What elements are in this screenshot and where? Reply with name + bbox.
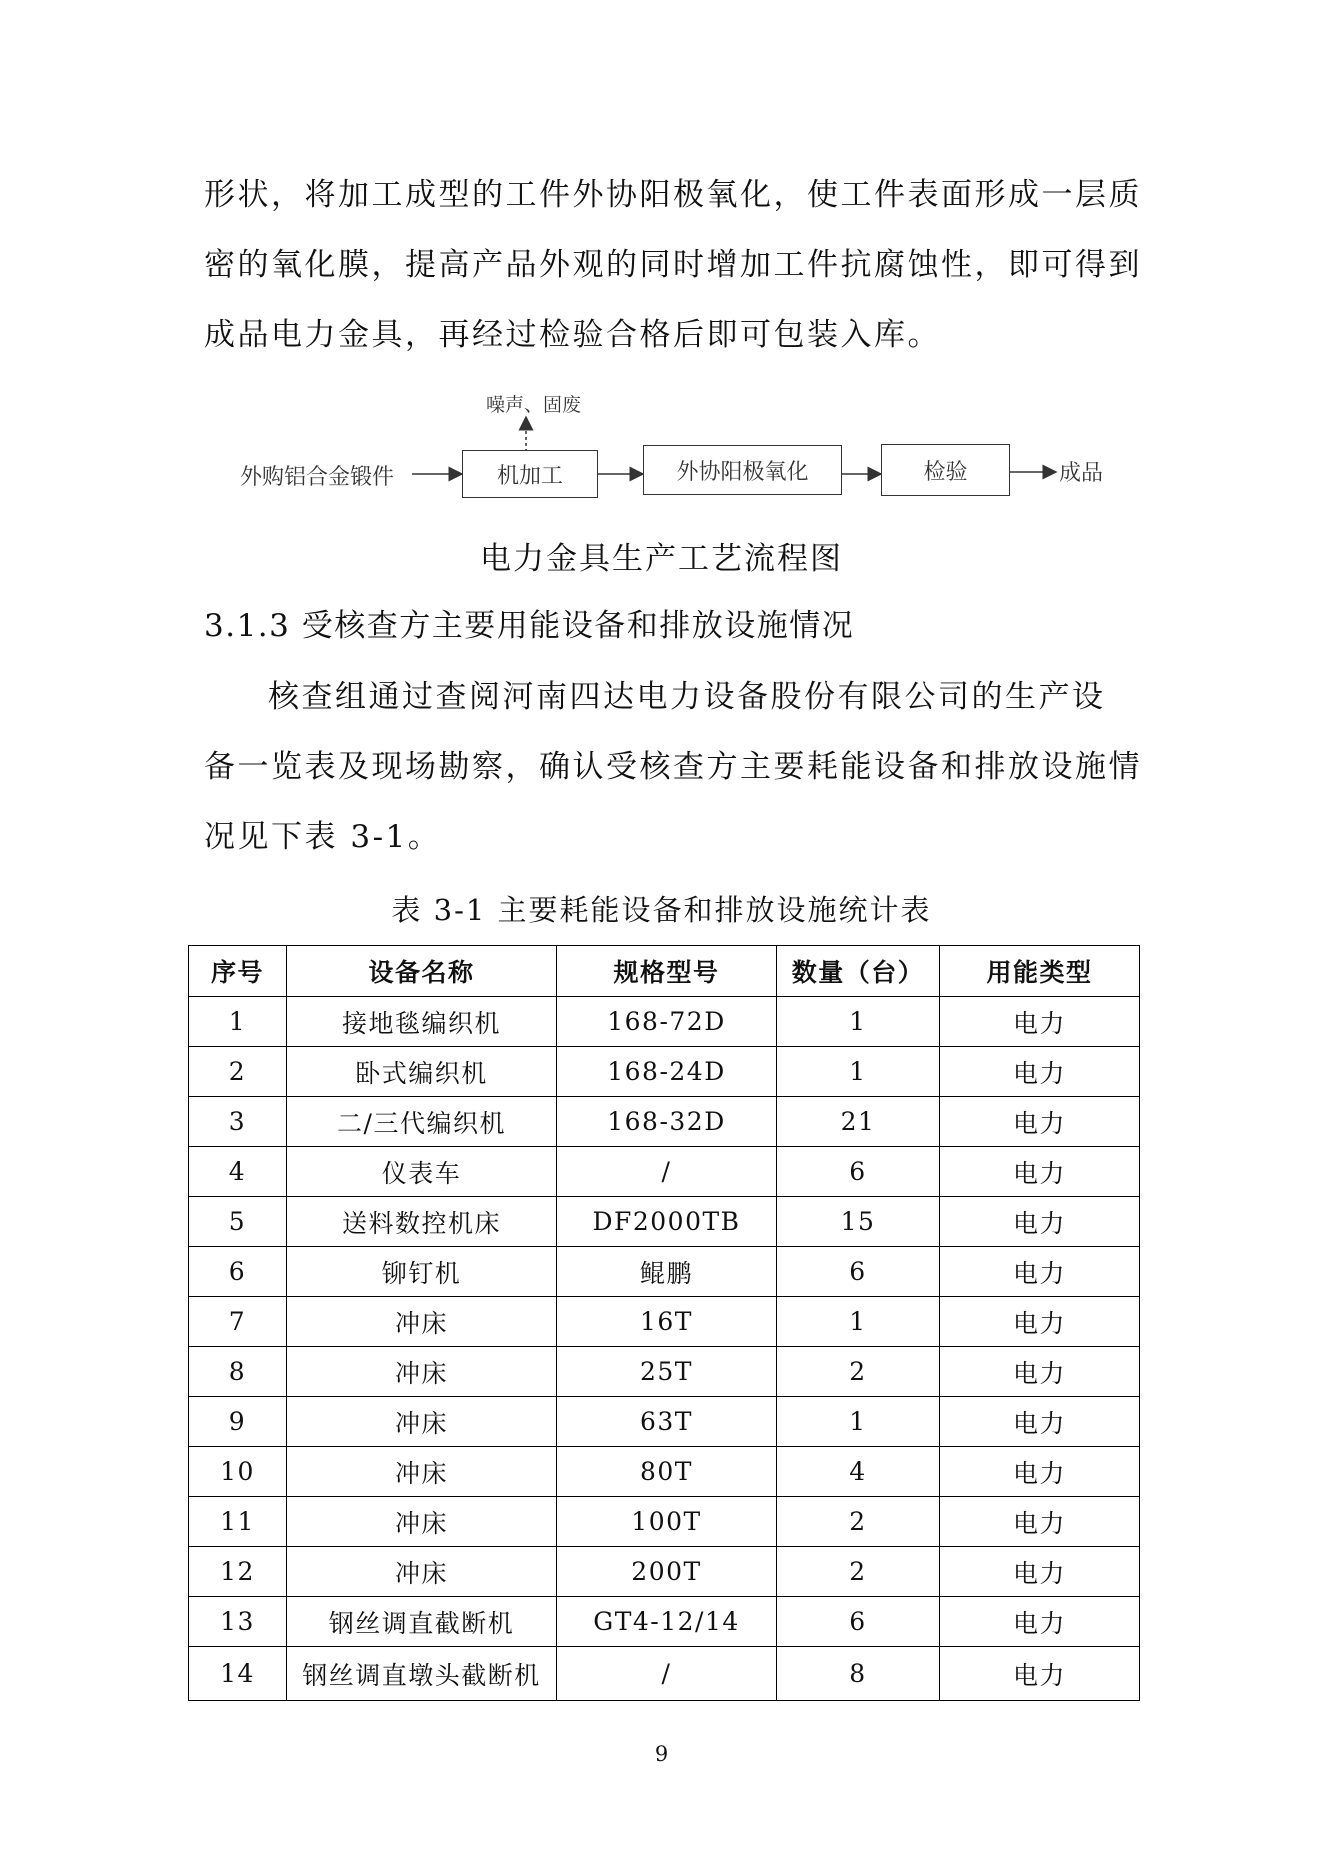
intro-line: 密的氧化膜，提高产品外观的同时增加工件抗腐蚀性，即可得到 xyxy=(204,247,1142,283)
flow-step-label: 检验 xyxy=(923,459,968,485)
cell-model: DF2000TB xyxy=(557,1197,777,1247)
cell-equipment-name: 接地毯编织机 xyxy=(287,997,557,1047)
cell-model: 200T xyxy=(557,1547,777,1597)
cell-model: 168-32D xyxy=(557,1097,777,1147)
table-row xyxy=(189,1647,1140,1701)
cell-equipment-name: 送料数控机床 xyxy=(287,1197,557,1247)
table-body xyxy=(189,997,1140,1701)
cell-model: 鲲鹏 xyxy=(557,1247,777,1297)
cell-quantity: 6 xyxy=(777,1597,940,1647)
cell-model: 168-24D xyxy=(557,1047,777,1097)
cell-energy-type: 电力 xyxy=(940,1497,1140,1547)
cell-quantity: 6 xyxy=(777,1147,940,1197)
flow-step-label: 机加工 xyxy=(496,463,563,489)
figure-caption: 电力金具生产工艺流程图 xyxy=(480,541,843,577)
cell-energy-type: 电力 xyxy=(940,1097,1140,1147)
cell-equipment-name: 冲床 xyxy=(287,1397,557,1447)
cell-equipment-name: 钢丝调直截断机 xyxy=(287,1597,557,1647)
table-row xyxy=(189,1147,1140,1197)
flow-input-label: 外购铝合金锻件 xyxy=(240,465,395,490)
cell-quantity: 2 xyxy=(777,1547,940,1597)
table-row xyxy=(189,997,1140,1047)
cell-index: 3 xyxy=(189,1097,287,1147)
body-paragraph xyxy=(204,662,1142,872)
cell-model: 63T xyxy=(557,1397,777,1447)
page-number: 9 xyxy=(654,1742,669,1766)
cell-quantity: 8 xyxy=(777,1647,940,1701)
cell-energy-type: 电力 xyxy=(940,1047,1140,1097)
intro-line: 成品电力金具，再经过检验合格后即可包装入库。 xyxy=(204,317,941,353)
cell-quantity: 1 xyxy=(777,997,940,1047)
cell-index: 5 xyxy=(189,1197,287,1247)
cell-equipment-name: 冲床 xyxy=(287,1297,557,1347)
cell-energy-type: 电力 xyxy=(940,1597,1140,1647)
cell-index: 13 xyxy=(189,1597,287,1647)
cell-model: 25T xyxy=(557,1347,777,1397)
header-energy-type: 用能类型 xyxy=(940,946,1140,997)
table-header-row xyxy=(189,946,1140,997)
flow-emission-label: 噪声、固废 xyxy=(486,394,582,416)
cell-equipment-name: 仪表车 xyxy=(287,1147,557,1197)
body-line: 核查组通过查阅河南四达电力设备股份有限公司的生产设 xyxy=(268,679,1106,715)
cell-energy-type: 电力 xyxy=(940,1297,1140,1347)
body-line: 备一览表及现场勘察，确认受核查方主要耗能设备和排放设施情 xyxy=(204,749,1142,785)
body-line: 况见下表 3-1。 xyxy=(204,819,442,855)
cell-energy-type: 电力 xyxy=(940,1247,1140,1297)
cell-equipment-name: 冲床 xyxy=(287,1347,557,1397)
cell-index: 1 xyxy=(189,997,287,1047)
cell-index: 8 xyxy=(189,1347,287,1397)
cell-equipment-name: 冲床 xyxy=(287,1447,557,1497)
cell-quantity: 2 xyxy=(777,1497,940,1547)
cell-index: 10 xyxy=(189,1447,287,1497)
cell-index: 11 xyxy=(189,1497,287,1547)
table-row xyxy=(189,1047,1140,1097)
table-row xyxy=(189,1197,1140,1247)
process-flow-diagram xyxy=(210,384,1130,500)
cell-model: / xyxy=(557,1647,777,1701)
cell-quantity: 1 xyxy=(777,1297,940,1347)
cell-index: 2 xyxy=(189,1047,287,1097)
cell-energy-type: 电力 xyxy=(940,1647,1140,1701)
flow-step-inspection xyxy=(881,444,1010,496)
table-row xyxy=(189,1547,1140,1597)
cell-energy-type: 电力 xyxy=(940,1147,1140,1197)
table-row xyxy=(189,1247,1140,1297)
cell-energy-type: 电力 xyxy=(940,1347,1140,1397)
cell-energy-type: 电力 xyxy=(940,1447,1140,1497)
cell-energy-type: 电力 xyxy=(940,1197,1140,1247)
cell-quantity: 2 xyxy=(777,1347,940,1397)
cell-equipment-name: 二/三代编织机 xyxy=(287,1097,557,1147)
cell-model: 80T xyxy=(557,1447,777,1497)
header-equipment-name: 设备名称 xyxy=(287,946,557,997)
cell-index: 9 xyxy=(189,1397,287,1447)
table-row xyxy=(189,1397,1140,1447)
flow-step-anodizing xyxy=(643,445,842,495)
table-row xyxy=(189,1347,1140,1397)
cell-energy-type: 电力 xyxy=(940,997,1140,1047)
header-index: 序号 xyxy=(189,946,287,997)
equipment-table xyxy=(188,945,1140,1701)
cell-index: 14 xyxy=(189,1647,287,1701)
cell-model: 168-72D xyxy=(557,997,777,1047)
header-quantity: 数量（台） xyxy=(777,946,940,997)
cell-model: / xyxy=(557,1147,777,1197)
cell-quantity: 21 xyxy=(777,1097,940,1147)
cell-equipment-name: 铆钉机 xyxy=(287,1247,557,1297)
cell-energy-type: 电力 xyxy=(940,1547,1140,1597)
cell-index: 7 xyxy=(189,1297,287,1347)
table-row xyxy=(189,1597,1140,1647)
cell-quantity: 4 xyxy=(777,1447,940,1497)
table-row xyxy=(189,1297,1140,1347)
cell-quantity: 1 xyxy=(777,1047,940,1097)
cell-equipment-name: 钢丝调直墩头截断机 xyxy=(287,1647,557,1701)
flow-output-label: 成品 xyxy=(1059,461,1104,486)
flow-step-label: 外协阳极氧化 xyxy=(676,459,809,485)
cell-energy-type: 电力 xyxy=(940,1397,1140,1447)
cell-model: GT4-12/14 xyxy=(557,1597,777,1647)
section-heading: 3.1.3 受核查方主要用能设备和排放设施情况 xyxy=(204,608,855,644)
intro-line: 形状，将加工成型的工件外协阳极氧化，使工件表面形成一层质 xyxy=(204,177,1142,213)
cell-model: 100T xyxy=(557,1497,777,1547)
cell-quantity: 15 xyxy=(777,1197,940,1247)
cell-quantity: 1 xyxy=(777,1397,940,1447)
cell-index: 4 xyxy=(189,1147,287,1197)
flow-step-machining xyxy=(462,450,598,498)
cell-quantity: 6 xyxy=(777,1247,940,1297)
cell-model: 16T xyxy=(557,1297,777,1347)
table-row xyxy=(189,1447,1140,1497)
cell-equipment-name: 卧式编织机 xyxy=(287,1047,557,1097)
table-row xyxy=(189,1497,1140,1547)
cell-index: 12 xyxy=(189,1547,287,1597)
table-row xyxy=(189,1097,1140,1147)
cell-equipment-name: 冲床 xyxy=(287,1497,557,1547)
header-model: 规格型号 xyxy=(557,946,777,997)
table-caption: 表 3-1 主要耗能设备和排放设施统计表 xyxy=(391,893,932,927)
cell-index: 6 xyxy=(189,1247,287,1297)
cell-equipment-name: 冲床 xyxy=(287,1547,557,1597)
intro-paragraph xyxy=(204,160,1142,370)
